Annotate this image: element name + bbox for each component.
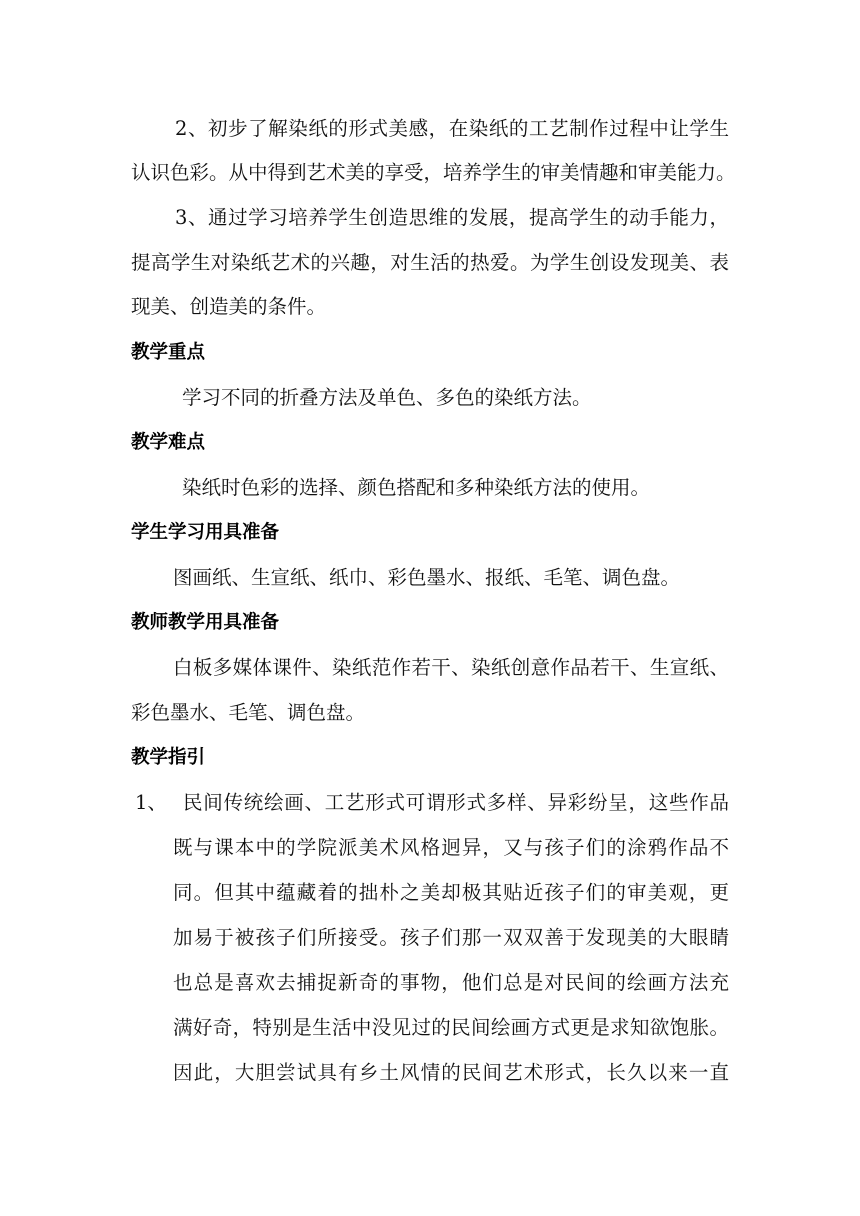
student-materials-body: 图画纸、生宣纸、纸巾、彩色墨水、报纸、毛笔、调色盘。 bbox=[173, 566, 681, 589]
guidance-line-6: 满好奇，特别是生活中没见过的民间绘画方式更是求知欲饱胀。 bbox=[173, 1016, 729, 1039]
guidance-line-4: 加易于被孩子们所接受。孩子们那一双双善于发现美的大眼睛 bbox=[173, 926, 729, 949]
objective-3-line-1: 3、通过学习培养学生创造思维的发展，提高学生的动手能力， bbox=[175, 206, 729, 229]
guidance-heading: 教学指引 bbox=[131, 747, 206, 768]
guidance-line-7: 因此，大胆尝试具有乡土风情的民间艺术形式，长久以来一直 bbox=[173, 1061, 729, 1084]
student-materials-heading: 学生学习用具准备 bbox=[131, 522, 280, 543]
guidance-line-2: 既与课本中的学院派美术风格迥异，又与孩子们的涂鸦作品不 bbox=[173, 836, 729, 859]
guidance-list-marker: 1、 bbox=[135, 791, 167, 814]
key-points-heading: 教学重点 bbox=[131, 342, 206, 363]
objective-2-line-2: 认识色彩。从中得到艺术美的享受，培养学生的审美情趣和审美能力。 bbox=[131, 161, 736, 184]
teacher-materials-line-1: 白板多媒体课件、染纸范作若干、染纸创意作品若干、生宣纸、 bbox=[173, 656, 729, 679]
objective-3-line-2: 提高学生对染纸艺术的兴趣，对生活的热爱。为学生创设发现美、表 bbox=[131, 251, 729, 274]
difficulties-body: 染纸时色彩的选择、颜色搭配和多种染纸方法的使用。 bbox=[182, 476, 651, 499]
teacher-materials-line-2: 彩色墨水、毛笔、调色盘。 bbox=[131, 701, 366, 724]
guidance-line-1: 民间传统绘画、工艺形式可谓形式多样、异彩纷呈，这些作品 bbox=[183, 791, 729, 814]
guidance-line-5: 也总是喜欢去捕捉新奇的事物，他们总是对民间的绘画方法充 bbox=[173, 971, 729, 994]
objective-3-line-3: 现美、创造美的条件。 bbox=[131, 295, 327, 318]
key-points-body: 学习不同的折叠方法及单色、多色的染纸方法。 bbox=[182, 386, 592, 409]
objective-2-line-1: 2、初步了解染纸的形式美感，在染纸的工艺制作过程中让学生 bbox=[175, 117, 729, 140]
teacher-materials-heading: 教师教学用具准备 bbox=[131, 612, 280, 633]
difficulties-heading: 教学难点 bbox=[131, 432, 206, 453]
guidance-line-3: 同。但其中蕴藏着的拙朴之美却极其贴近孩子们的审美观，更 bbox=[173, 881, 729, 904]
